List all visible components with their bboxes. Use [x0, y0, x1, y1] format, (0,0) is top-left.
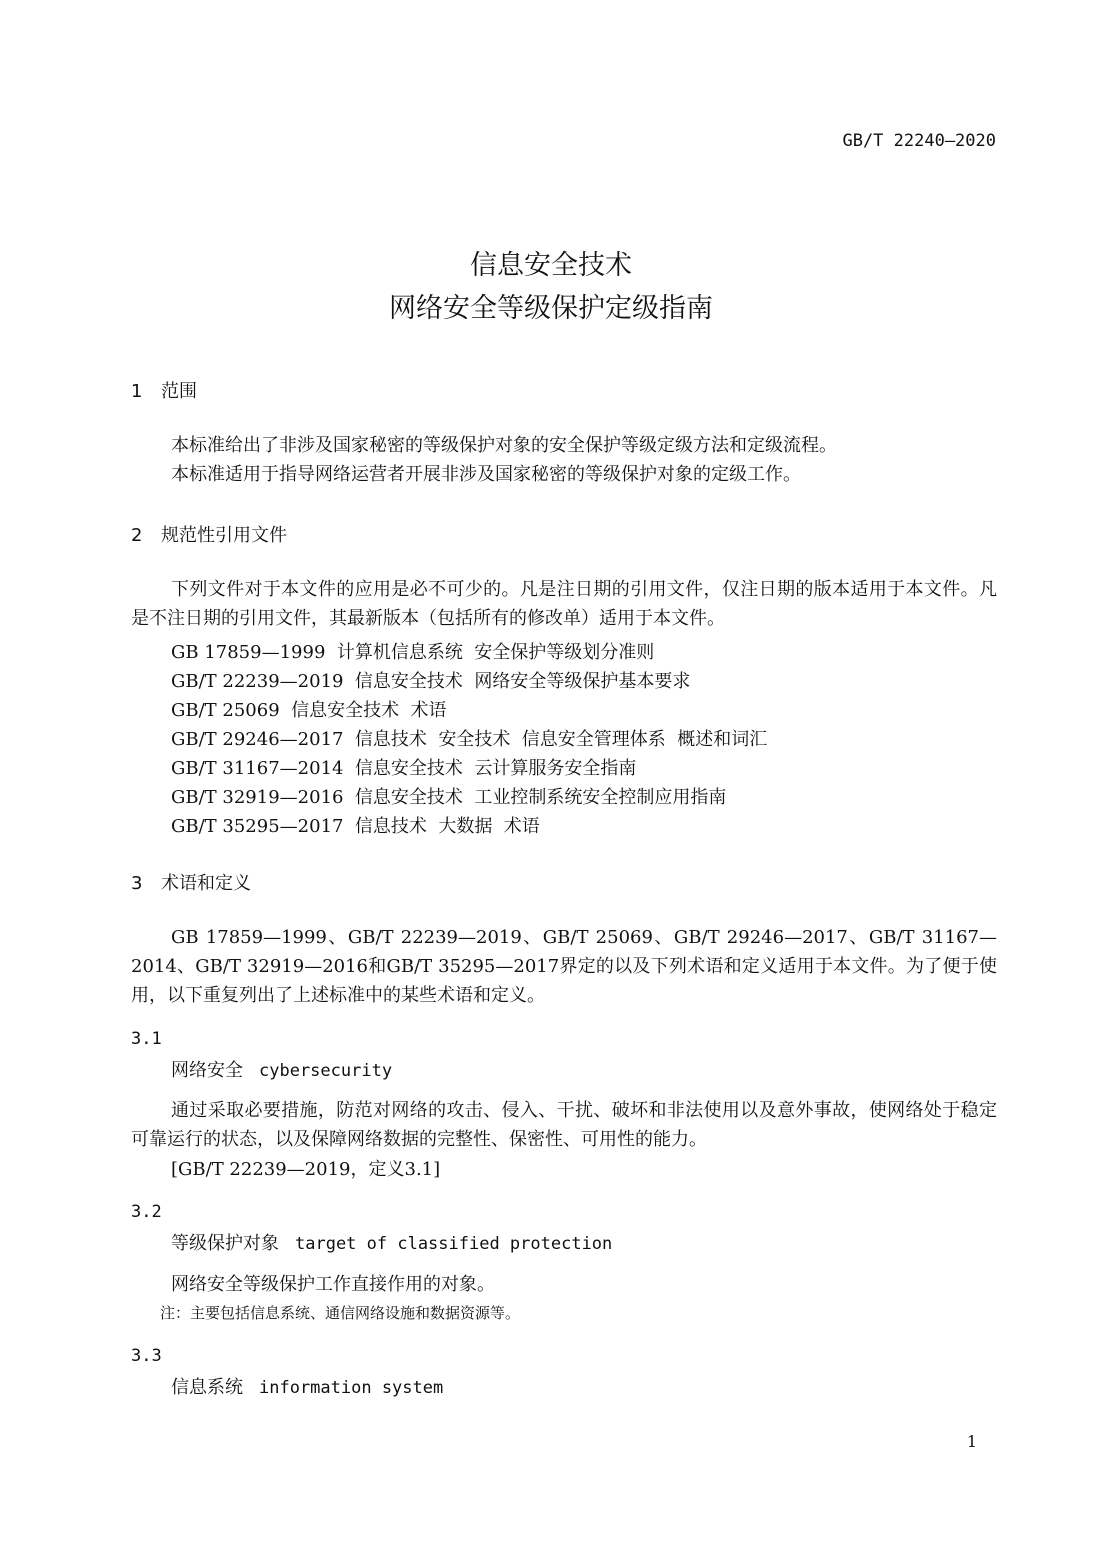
term-english: information system	[259, 1378, 444, 1398]
term-chinese: 网络安全	[171, 1060, 243, 1081]
section-3-heading	[131, 869, 251, 895]
reference-item: GB/T 35295—2017 信息技术 大数据 术语	[171, 816, 540, 837]
reference-item: GB/T 32919—2016 信息安全技术 工业控制系统安全控制应用指南	[171, 787, 727, 808]
subclause-number: 3.3	[131, 1346, 162, 1366]
term-english: target of classified protection	[295, 1234, 613, 1254]
section-2-paragraph: 下列文件对于本文件的应用是必不可少的。凡是注日期的引用文件，仅注日期的版本适用于本文件。凡是不注日期的引用文件，其最新版本（包括所有的修改单）适用于本文件。	[131, 579, 997, 629]
section-number: 1	[131, 381, 143, 402]
term-english: cybersecurity	[259, 1061, 393, 1081]
term-entry	[171, 1373, 443, 1399]
reference-item: GB/T 31167—2014 信息安全技术 云计算服务安全指南	[171, 758, 637, 779]
page-number: 1	[966, 1432, 977, 1451]
term-definition: 网络安全等级保护工作直接作用的对象。	[171, 1274, 495, 1295]
term-chinese: 等级保护对象	[171, 1233, 279, 1254]
section-1-paragraph-2: 本标准适用于指导网络运营者开展非涉及国家秘密的等级保护对象的定级工作。	[171, 464, 801, 485]
term-entry	[171, 1056, 392, 1082]
term-source: [GB/T 22239—2019，定义3.1]	[171, 1159, 441, 1180]
section-title: 范围	[161, 381, 197, 402]
subclause-number: 3.2	[131, 1202, 162, 1222]
section-number: 3	[131, 873, 143, 894]
section-2-heading	[131, 521, 287, 547]
section-title: 术语和定义	[161, 873, 251, 894]
doc-title-line2: 网络安全等级保护定级指南	[389, 293, 713, 324]
term-definition: 通过采取必要措施，防范对网络的攻击、侵入、干扰、破坏和非法使用以及意外事故，使网络处于稳定可靠运行的状态，以及保障网络数据的完整性、保密性、可用性的能力。	[131, 1100, 997, 1150]
section-1-paragraph-1: 本标准给出了非涉及国家秘密的等级保护对象的安全保护等级定级方法和定级流程。	[171, 435, 837, 456]
term-note: 注：主要包括信息系统、通信网络设施和数据资源等。	[160, 1304, 521, 1322]
reference-item: GB/T 25069 信息安全技术 术语	[171, 700, 447, 721]
reference-item: GB/T 29246—2017 信息技术 安全技术 信息安全管理体系 概述和词汇	[171, 729, 768, 750]
section-number: 2	[131, 525, 143, 546]
doc-title-line1: 信息安全技术	[470, 250, 632, 281]
standard-code: GB/T 22240—2020	[842, 131, 996, 151]
section-title: 规范性引用文件	[161, 525, 287, 546]
section-3-paragraph: GB 17859—1999、GB/T 22239—2019、GB/T 25069、GB/T 29246—2017、GB/T 31167—2014、GB/T 32919—2016和GB/T 35295—2017界定的以及下列术语和定义适用于本文件。为了便于使用，以下重复列出了上述标准中的某些术语和定义。	[131, 927, 997, 1006]
subclause-number: 3.1	[131, 1029, 162, 1049]
term-entry	[171, 1229, 612, 1255]
reference-item: GB 17859—1999 计算机信息系统 安全保护等级划分准则	[171, 642, 655, 663]
reference-item: GB/T 22239—2019 信息安全技术 网络安全等级保护基本要求	[171, 671, 691, 692]
section-1-heading	[131, 377, 197, 403]
term-chinese: 信息系统	[171, 1377, 243, 1398]
